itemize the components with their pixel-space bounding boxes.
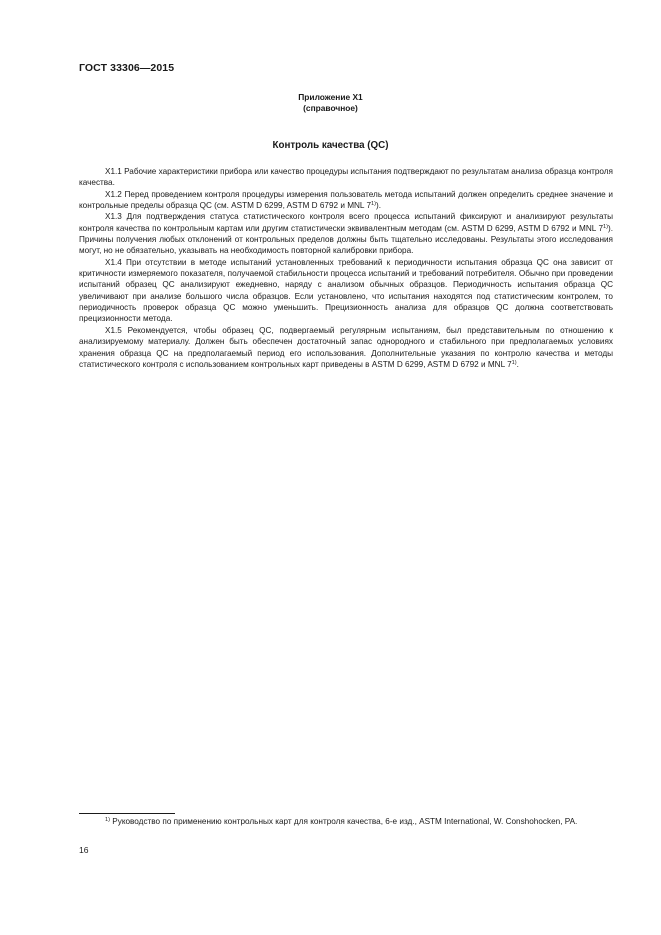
paragraph-text: X1.2 Перед проведением контроля процедуры измерения пользователь метода испытаний должен определить среднее значение и контрольные пределы образца QC (см. ASTM D 6299, ASTM D 6792 и MNL 7: [79, 189, 613, 211]
annex-heading: [0, 92, 661, 114]
paragraph-x1-1: [79, 166, 613, 189]
paragraph-x1-5: [79, 325, 613, 370]
paragraph-x1-4: [79, 257, 613, 325]
footnote-reference: 1): [371, 201, 376, 208]
footnote-reference: 1): [603, 223, 608, 230]
footnote-reference: 1): [511, 359, 517, 366]
paragraph-tail: ).: [376, 201, 382, 211]
page-number: 16: [79, 845, 89, 855]
body-text: [79, 166, 613, 370]
paragraph-x1-3: [79, 211, 613, 256]
paragraph-text: X1.1 Рабочие характеристики прибора или качество процедуры испытания подтверждают по результатам анализа образца контроля качества.: [79, 167, 613, 188]
paragraph-text: X1.5 Рекомендуется, чтобы образец QC, подвергаемый регулярным испытаниям, был представительным по отношению к анализируемому материалу. Должен быть обеспечен достаточный запас однородного и стабильного при предполагаемых условиях хранения образца QC на предполагаемый период его использования. Дополнительные указания по контролю качества и методы статистического контроля с использованием контрольных карт приведены в ASTM D 6299, ASTM D 6792 и MNL 7: [79, 325, 613, 369]
annex-label: Приложение X1: [298, 92, 363, 102]
annex-type: (справочное): [303, 103, 358, 113]
paragraph-tail: .: [516, 359, 519, 369]
section-title: Контроль качества (QC): [272, 140, 389, 151]
paragraph-x1-2: [79, 189, 613, 212]
footnote: [79, 816, 613, 827]
paragraph-text: X1.4 При отсутствии в методе испытаний установленных требований к периодичности испытания образца QC она зависит от критичности измеряемого показателя, получаемой стабильности процесса испытаний и требований потребителя. Обычно при проведении испытаний образец QC анализируют ежедневно, наряду с анализом обычных образцов. Периодичность испытания образца QC увеличивают при анализе большого числа образцов. Если установлено, что испытания находятся под статистическим контролем, то периодичность проверок образца QC можно уменьшить. Прецизионность анализа для образцов QC должна соответствовать прецизионности метода.: [79, 257, 613, 324]
paragraph-tail: ). Причины получения любых отклонений от контрольных пределов должны быть тщательно исследованы. Результаты этого исследования могут, но не обязательно, указывать на необходимость повторной калибровки прибора.: [79, 223, 613, 256]
footnote-text: Руководство по применению контрольных карт для контроля качества, 6-е изд., ASTM International, W. Conshohocken, PA.: [109, 817, 578, 826]
document-header: ГОСТ 33306—2015: [79, 62, 175, 74]
paragraph-text: X1.3 Для подтверждения статуса статистического контроля всего процесса испытаний фиксируют и анализируют результаты контроля качества по контрольным картам или другим статистически эквивалентным методам (см. ASTM D 6299, ASTM D 6792 и MNL 7: [79, 212, 613, 233]
footnote-marker: 1): [105, 817, 110, 823]
footnote-separator: [79, 813, 175, 814]
